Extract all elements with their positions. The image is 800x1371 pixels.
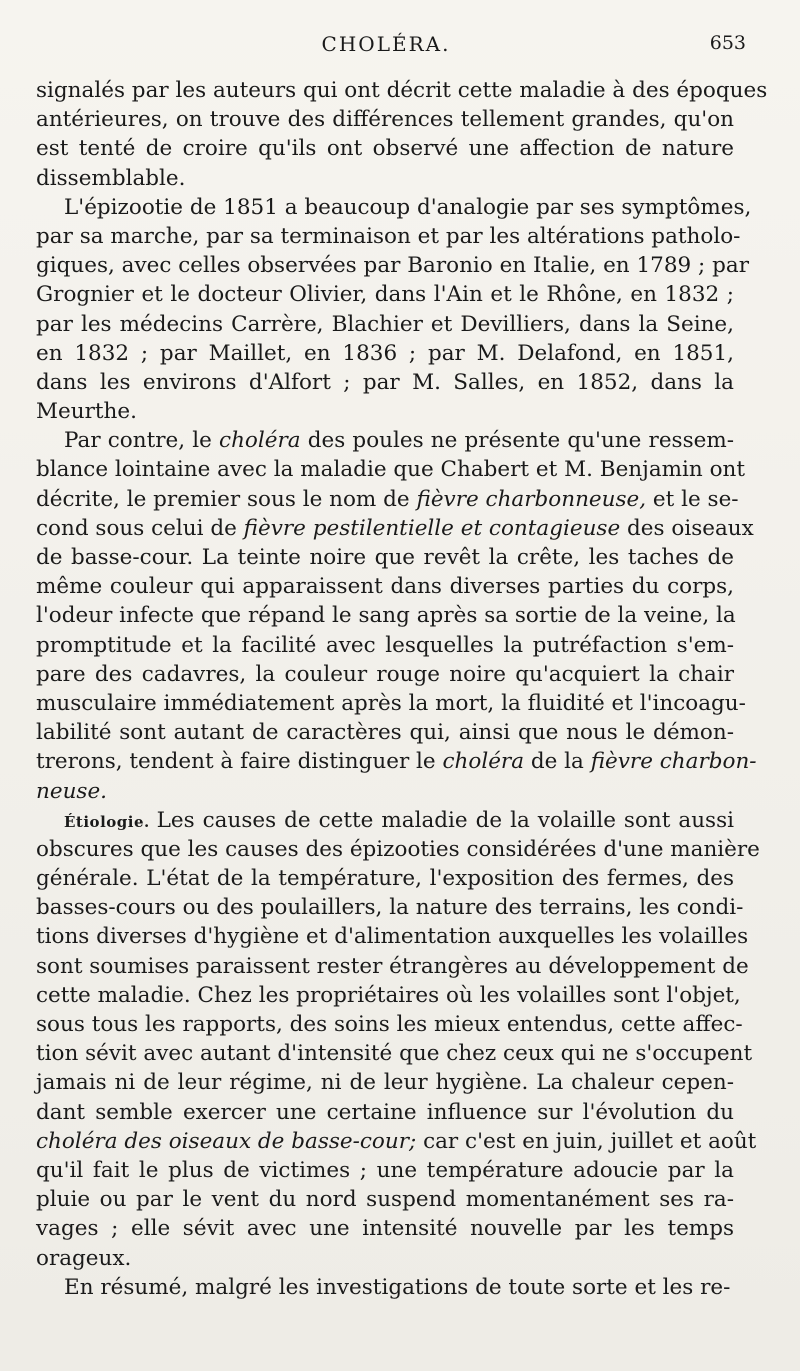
running-title: CHOLÉRA.	[321, 32, 451, 56]
text-line: choléra des oiseaux de basse-cour; car c'est en juin, juillet et août	[36, 1128, 757, 1154]
italic-term: fièvre pestilentielle et contagieuse	[243, 515, 621, 541]
text-line: sous tous les rapports, des soins les mieux entendus, cette affec-	[36, 1012, 743, 1037]
text-line: basses-cours ou des poulaillers, la nature des terrains, les condi-	[36, 895, 744, 921]
text-line: de basse-cour. La teinte noire que revêt la crête, les taches de	[36, 545, 734, 570]
text-line: dans les environs d'Alfort ; par M. Salles, en 1852, dans la	[36, 369, 734, 395]
text-line: décrite, le premier sous le nom de fièvre charbonneuse, et le se-	[36, 486, 739, 512]
text-line: Par contre, le choléra des poules ne présente qu'une ressem-	[64, 428, 734, 454]
text-line: En résumé, malgré les investigations de toute sorte et les re-	[64, 1274, 731, 1300]
text-line: cond sous celui de fièvre pestilentielle et contagieuse des oiseaux	[36, 515, 754, 541]
text-line: Étiologie. Les causes de cette maladie de la volaille sont aussi	[64, 807, 734, 833]
text-line: pare des cadavres, la couleur rouge noire qu'acquiert la chair	[36, 661, 734, 687]
text-line: est tenté de croire qu'ils ont observé une affection de nature	[36, 136, 734, 162]
page-number: 653	[709, 32, 746, 54]
text-line: Meurthe.	[36, 399, 137, 425]
text-line: vages ; elle sévit avec une intensité nouvelle par les temps	[36, 1216, 734, 1242]
paragraph	[36, 426, 757, 805]
text-line: jamais ni de leur régime, ni de leur hygiène. La chaleur cepen-	[36, 1070, 734, 1096]
text-line: antérieures, on trouve des différences tellement grandes, qu'on	[36, 107, 734, 133]
text-line: sont soumises paraissent rester étrangères au développement de	[36, 953, 749, 979]
body-text	[36, 76, 768, 1302]
text-line: même couleur qui apparaissent dans diverses parties du corps,	[36, 574, 734, 600]
text-line: générale. L'état de la température, l'exposition des fermes, des	[36, 866, 734, 892]
paragraph	[36, 193, 752, 427]
text-line: obscures que les causes des épizooties considérées d'une manière	[36, 836, 760, 862]
italic-term: fièvre charbon-	[590, 749, 757, 775]
paragraph	[36, 806, 760, 1273]
italic-term: choléra	[442, 749, 525, 775]
text-line: blance lointaine avec la maladie que Chabert et M. Benjamin ont	[36, 457, 746, 483]
text-line: labilité sont autant de caractères qui, ainsi que nous le démon-	[36, 720, 734, 746]
text-line	[36, 777, 734, 806]
text-line: cette maladie. Chez les propriétaires où les volailles sont l'objet,	[36, 982, 741, 1008]
text-line: tion sévit avec autant d'intensité que chez ceux qui ne s'occupent	[36, 1041, 753, 1067]
text-line: trerons, tendent à faire distinguer le choléra de la fièvre charbon-	[36, 749, 757, 775]
text-line: qu'il fait le plus de victimes ; une température adoucie par la	[36, 1157, 734, 1183]
paragraph	[36, 1273, 734, 1302]
text-line: musculaire immédiatement après la mort, la fluidité et l'incoagu-	[36, 690, 746, 716]
text-line: giques, avec celles observées par Baronio en Italie, en 1789 ; par	[36, 253, 749, 279]
text-line: par les médecins Carrère, Blachier et Devilliers, dans la Seine,	[36, 311, 734, 337]
text-line: dissemblable.	[36, 165, 186, 191]
text-line: promptitude et la facilité avec lesquelles la putréfaction s'em-	[36, 632, 734, 658]
text-line: signalés par les auteurs qui ont décrit cette maladie à des époques	[36, 78, 768, 103]
text-line: L'épizootie de 1851 a beaucoup d'analogie par ses symptômes,	[64, 194, 752, 220]
page-header	[36, 30, 746, 64]
text-line: Grognier et le docteur Olivier, dans l'Ain et le Rhône, en 1832 ;	[36, 282, 734, 308]
italic-term: choléra des oiseaux de basse-cour;	[36, 1128, 417, 1154]
italic-term: choléra	[219, 428, 301, 454]
text-line: orageux.	[36, 1245, 132, 1271]
section-lead: Étiologie.	[64, 812, 157, 831]
italic-term: neuse.	[36, 778, 108, 804]
italic-term: fièvre charbonneuse,	[416, 486, 647, 512]
text-line: par sa marche, par sa terminaison et par les altérations patholo-	[36, 223, 741, 249]
text-line: en 1832 ; par Maillet, en 1836 ; par M. Delafond, en 1851,	[36, 340, 734, 366]
text-line: l'odeur infecte que répand le sang après sa sortie de la veine, la	[36, 603, 736, 629]
text-line: tions diverses d'hygiène et d'alimentation auxquelles les volailles	[36, 924, 749, 950]
text-line: dant semble exercer une certaine influence sur l'évolution du	[36, 1099, 734, 1125]
paragraph	[36, 76, 768, 193]
text-line: pluie ou par le vent du nord suspend momentanément ses ra-	[36, 1187, 734, 1213]
